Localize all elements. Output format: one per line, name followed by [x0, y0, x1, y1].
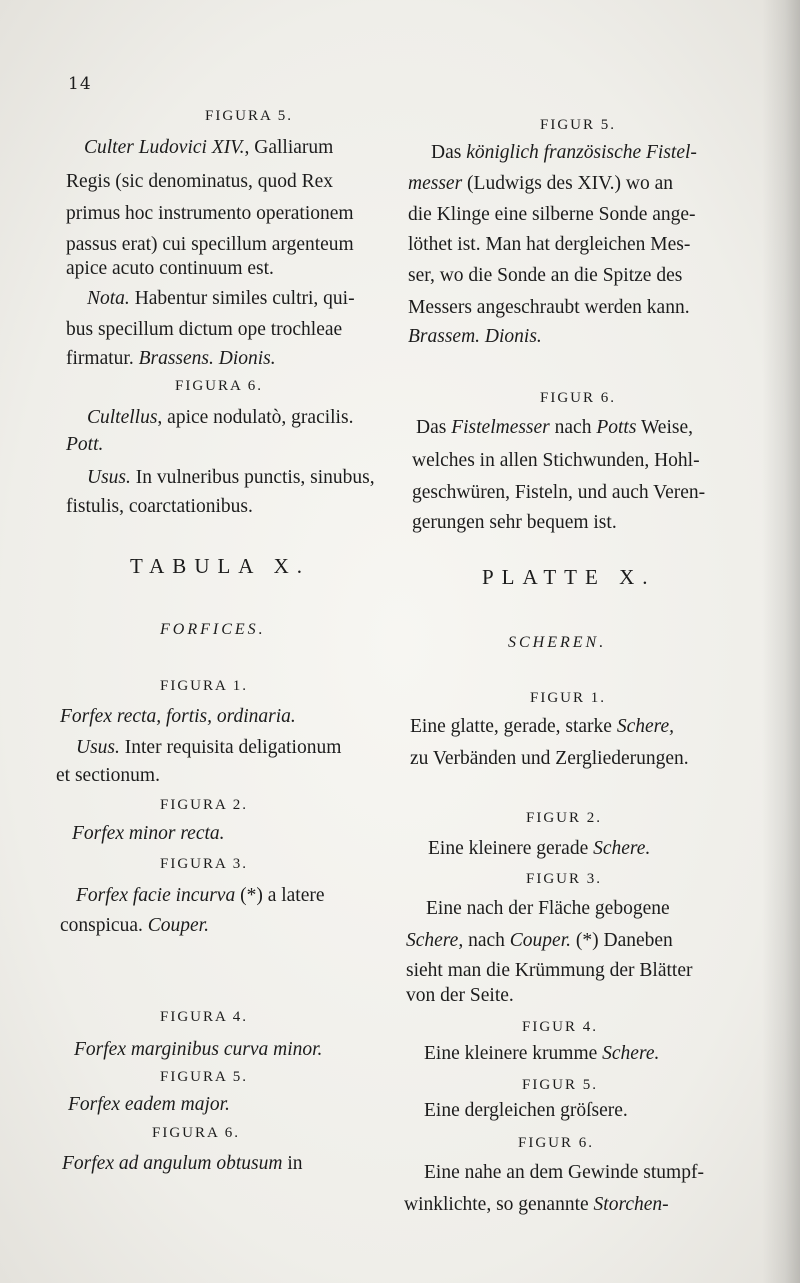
- text: nach: [463, 930, 510, 951]
- text: Inter requisita deligationum: [119, 737, 342, 758]
- figur-2-heading: FIGUR 2.: [526, 810, 603, 826]
- text-italic: Culter Ludovici XIV.: [84, 137, 245, 158]
- figur-5-line-3: die Klinge eine silberne Sonde ange-: [408, 204, 696, 225]
- figura-5-line-7: bus specillum dictum ope trochleae: [66, 319, 343, 340]
- text-italic: königlich französische Fistel-: [466, 142, 697, 163]
- text-italic: messer: [408, 173, 463, 194]
- figura-2-text: [72, 822, 225, 846]
- figura-4-heading: FIGURA 4.: [160, 1009, 249, 1025]
- text-italic: Couper.: [147, 915, 209, 936]
- text: Eine kleinere krumme: [424, 1043, 603, 1064]
- figur-3-line-1: Eine nach der Fläche gebogene: [426, 898, 670, 919]
- section-heading-scheren: SCHEREN.: [508, 634, 607, 651]
- text-italic: Schere.: [593, 838, 651, 859]
- text-italic: Fistelmesser: [451, 417, 550, 438]
- text-italic: Couper.: [509, 930, 571, 951]
- figura-5-line-1: [84, 136, 388, 160]
- figura-1-usus-line: [76, 736, 341, 760]
- figura-1-heading: FIGURA 1.: [160, 678, 249, 694]
- figura-3-line-2: [60, 914, 209, 938]
- text-italic: Brassens. Dionis.: [138, 348, 276, 369]
- text-italic: Forfex marginibus curva minor.: [74, 1039, 323, 1060]
- text-italic: Forfex ad angulum obtusum: [62, 1153, 283, 1174]
- figura-6-line-2: [66, 433, 103, 457]
- figura-5-line-2: Regis (sic denominatus, quod Rex: [66, 171, 334, 192]
- text-italic: Brassem. Dionis.: [408, 326, 542, 347]
- tabula-heading: TABULA X.: [130, 554, 310, 578]
- figur-6-line-2: welches in allen Stichwunden, Hohl-: [412, 450, 700, 471]
- text-italic: Forfex facie incurva: [76, 885, 236, 906]
- text-italic: Usus.: [87, 467, 131, 488]
- figur-5-heading: FIGUR 5.: [540, 117, 617, 133]
- text-italic: Forfex eadem major.: [68, 1094, 230, 1115]
- figura-5b-heading: FIGURA 5.: [160, 1069, 249, 1085]
- text: Habentur similes cultri, qui-: [129, 288, 355, 309]
- text: , Galliarum: [244, 137, 334, 158]
- figura-2-heading: FIGURA 2.: [160, 797, 249, 813]
- text: In vulneribus punctis, sinubus,: [130, 467, 375, 488]
- figur-1-line-1: [410, 715, 674, 739]
- figura-5-heading: FIGURA 5.: [205, 108, 294, 124]
- figur-6b-line-1: Eine nahe an dem Gewinde stumpf-: [424, 1162, 704, 1183]
- figur-5-line-4: löthet ist. Man hat dergleichen Mes-: [408, 234, 691, 255]
- figur-5b-heading: FIGUR 5.: [522, 1077, 599, 1093]
- text-italic: Usus.: [76, 737, 120, 758]
- text: Weise,: [636, 417, 693, 438]
- figur-6b-line-2: [404, 1193, 669, 1217]
- text: Das: [431, 142, 467, 163]
- text: Das: [416, 417, 452, 438]
- text-italic: Forfex recta, fortis, ordinaria.: [60, 706, 296, 727]
- figura-5-line-3: primus hoc instrumento operationem: [66, 203, 354, 224]
- figur-2-line-1: [428, 837, 650, 861]
- figura-5-line-4: passus erat) cui specillum argenteum: [66, 234, 354, 255]
- figura-5-line-5: apice acuto continuum est.: [66, 258, 274, 279]
- figura-6-line-4: fistulis, coarctationibus.: [66, 496, 253, 517]
- figura-1-usus-line-2: et sectionum.: [56, 765, 160, 786]
- figur-5-line-7: [408, 325, 542, 349]
- figur-4-line-1: [424, 1042, 659, 1066]
- figura-4-text: [74, 1038, 322, 1062]
- text-italic: Pott.: [66, 434, 104, 455]
- text: Eine glatte, gerade, starke: [410, 716, 617, 737]
- text: winklichte, so genannte: [404, 1194, 594, 1215]
- figura-6b-text: [62, 1152, 303, 1176]
- figur-3-heading: FIGUR 3.: [526, 871, 603, 887]
- figur-3-line-2: [406, 929, 673, 953]
- figura-3-heading: FIGURA 3.: [160, 856, 249, 872]
- figura-1-text: [60, 705, 296, 729]
- text: firmatur.: [66, 348, 139, 369]
- text: , apice nodulatò, gracilis.: [157, 407, 354, 428]
- figura-3-line-1: [76, 884, 325, 908]
- text-italic: Schere,: [406, 930, 464, 951]
- figura-6-usus-line: [87, 466, 375, 490]
- figura-6-heading: FIGURA 6.: [175, 378, 264, 394]
- figur-1-line-2: zu Verbänden und Zergliederungen.: [410, 748, 689, 769]
- text-italic: Storchen-: [593, 1194, 669, 1215]
- page-number: 14: [68, 74, 92, 94]
- section-heading-forfices: FORFICES.: [160, 621, 266, 638]
- text: (Ludwigs des XIV.) wo an: [462, 173, 674, 194]
- figur-6-line-4: gerungen sehr bequem ist.: [412, 512, 617, 533]
- page-edge-shadow: [762, 0, 800, 1283]
- figura-5-nota-line: [87, 287, 355, 311]
- text-italic: Schere.: [602, 1043, 660, 1064]
- figura-6b-heading: FIGURA 6.: [152, 1125, 241, 1141]
- figura-5b-text: [68, 1093, 230, 1117]
- figur-6-line-3: geschwüren, Fisteln, und auch Veren-: [412, 482, 706, 503]
- text: Eine kleinere gerade: [428, 838, 594, 859]
- figur-6b-heading: FIGUR 6.: [518, 1135, 595, 1151]
- text-italic: Potts: [596, 417, 637, 438]
- figur-4-heading: FIGUR 4.: [522, 1019, 599, 1035]
- text: (*) a latere: [235, 885, 325, 906]
- figur-3-line-3: sieht man die Krümmung der Blätter: [406, 960, 693, 981]
- text-italic: Cultellus: [87, 407, 158, 428]
- figur-3-line-4: von der Seite.: [406, 985, 514, 1006]
- text: in: [282, 1153, 303, 1174]
- platte-heading: PLATTE X.: [482, 565, 656, 589]
- text-italic: Forfex minor recta.: [72, 823, 225, 844]
- figur-5-line-2: [408, 172, 673, 196]
- figur-5b-line-1: Eine dergleichen gröſsere.: [424, 1100, 628, 1121]
- figur-5-line-6: Messers angeschraubt werden kann.: [408, 297, 690, 318]
- figur-5-line-1: [431, 141, 697, 165]
- figur-1-heading: FIGUR 1.: [530, 690, 607, 706]
- figur-6-heading: FIGUR 6.: [540, 390, 617, 406]
- text: conspicua.: [60, 915, 148, 936]
- figur-6-line-1: [416, 416, 693, 440]
- figura-5-line-8: [66, 347, 276, 371]
- text: nach: [549, 417, 597, 438]
- text-italic: Schere,: [616, 716, 675, 737]
- text-italic: Nota.: [87, 288, 130, 309]
- figura-6-line-1: [87, 406, 353, 430]
- figur-5-line-5: ser, wo die Sonde an die Spitze des: [408, 265, 683, 286]
- text: (*) Daneben: [571, 930, 673, 951]
